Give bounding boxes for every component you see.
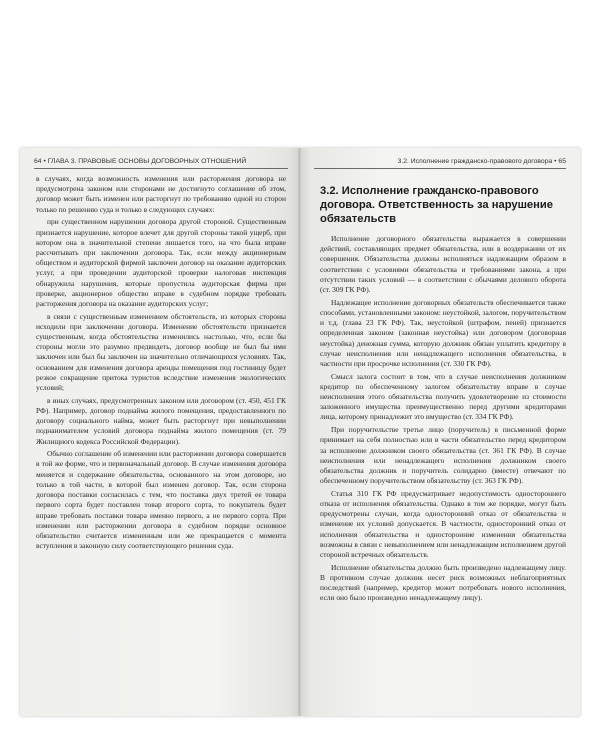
left-paragraph-4: в иных случаях, предусмотренных законом или договором (ст. 450, 451 ГК РФ). Например, договор поднайма жилого помещения, предоставленного по договору социального найма, может быть расторгнут при невыполнении поднанимателем условий договора поднайма жилого помещения (ст. 79 Жилищного кодекса Российской Федерации). [36,395,286,446]
right-page [300,148,580,716]
left-paragraph-5: Обычно соглашение об изменении или расторжении договора совершается в той же форме, что и первоначальный договор. В случае изменения договора меняется и содержание обязательства, основанного на этом договоре, но только в той части, в которой был изменен договор. Так, если сторона договора поставки согласилась с тем, что поставка двух третей ее товара первого сорта будет поставлен товар второго сорта, то покупатель будет вправе требовать поставки товара именно первого, а не первого сорта. При изменении или расторжении договора в судебном порядке основное обязательство считается измененным или же прекращается с момента вступления в законную силу соответствующего решения суда. [36,449,286,551]
left-paragraph-1: в случаях, когда возможность изменения или расторжения договора не предусмотрена законом или сторонами не достигнуто соглашение об этом, договор может быть изменен или расторгнут по требованию одной из сторон только по решению суда и только в следующих случаях: [36,174,286,214]
left-page-header: 64 • ГЛАВА 3. ПРАВОВЫЕ ОСНОВЫ ДОГОВОРНЫХ ОТНОШЕНИЙ [34,158,247,165]
right-paragraph-1: Исполнение договорного обязательства выражается в совершении действий, составляющих предмет обязательства, или в воздержании от их совершения. Обязательства должны исполняться надлежащим образом в соответствии с условиями обязательства и требованиями закона, а при отсутствии таких условий — в соответствии с обычаями делового оборота (ст. 309 ГК РФ). [320,234,566,295]
right-header-rule [314,168,566,169]
right-paragraph-6: Исполнение обязательства должно быть произведено надлежащему лицу. В противном случае должник несет риск возможных неблагоприятных последствий (например, кредитор может потребовать нового исполнения, если оно было произведено ненадлежащему лицу). [320,562,566,603]
left-page [20,148,300,716]
right-page-header: 3.2. Исполнение гражданско-правового договора • 65 [397,158,566,165]
book-gutter [298,148,301,716]
right-page-body [320,174,566,710]
left-paragraph-2: при существенном нарушении договора другой стороной. Существенным признается нарушение, которое влечет для другой стороны такой ущерб, при котором она в значительной степени лишается того, на что была вправе рассчитывать при заключении договора. Так, если между акционерным обществом и аудиторской фирмой заключен договор на оказание аудиторских услуг, а при проведении аудиторской проверки налоговая инспекция обнаружила нарушения, которые пропустила аудиторская фирма при проверке, акционерное общество вправе в судебном порядке требовать расторжения договора на оказание аудиторских услуг; [36,217,286,308]
right-paragraph-4: При поручительстве третье лицо (поручитель) в письменной форме принимает на себя полностью или в части обязательство перед кредитором за исполнение должником своего обязательства (ст. 361 ГК РФ). В случае неисполнения или ненадлежащего исполнения должником своего обязательства должник и поручитель солидарно (вместе) отвечают по обеспеченному поручительством обязательству (ст. 363 ГК РФ). [320,425,566,486]
section-title: Исполнение гражданско-правового договора. Ответственность за нарушение обязательств [320,185,554,225]
section-number: 3.2. [320,185,339,197]
section-heading [320,184,566,226]
right-paragraph-5: Статья 310 ГК РФ предусматривает недопустимость одностороннего отказа от исполнения обязательства. Однако в том же порядке, могут быть предусмотрены случаи, когда односторонний отказ от обязательства и изменение их условий допускается. В частности, односторонний отказ от исполнения обязательства и односторонние изменения обязательства возможны в связи с невыполнением или ненадлежащим исполнением другой стороной встречных обязательств. [320,488,566,560]
left-header-rule [34,168,288,169]
right-paragraph-3: Смысл залога состоит в том, что в случае неисполнения должником кредитор по обеспеченному залогом обязательству вправе в случае неисполнения этого обязательства получить удовлетворение из стоимости заложенного имущества преимущественно перед другими кредиторами лица, которому принадлежит это имущество (ст. 334 ГК РФ). [320,371,566,422]
left-page-body [36,174,286,710]
right-paragraph-2: Надлежащее исполнение договорных обязательств обеспечивается также способами, установленными законом: неустойкой, залогом, поручительством и т.д. (глава 23 ГК РФ). Так, неустойкой (штрафом, пеней) признается определенная законом (законная неустойка) или договором (договорная неустойка) денежная сумма, которую должник обязан уплатить кредитору в случае неисполнения или ненадлежащего исполнения обязательства, в частности при просрочке исполнения (ст. 330 ГК РФ). [320,297,566,368]
book-spread [20,148,580,716]
left-paragraph-3: в связи с существенным изменением обстоятельств, из которых стороны исходили при заключении договора. Изменение обстоятельств признается существенным, когда обстоятельства изменились настолько, что, если бы стороны могли это разумно предвидеть, договор вообще не был бы ими заключен или был бы заключен на значительно отличающихся условиях. Так, основанием для изменения договора аренды помещения под гостиницу будет резкое сокращение притока туристов вследствие изменения экологических условий; [36,311,286,393]
